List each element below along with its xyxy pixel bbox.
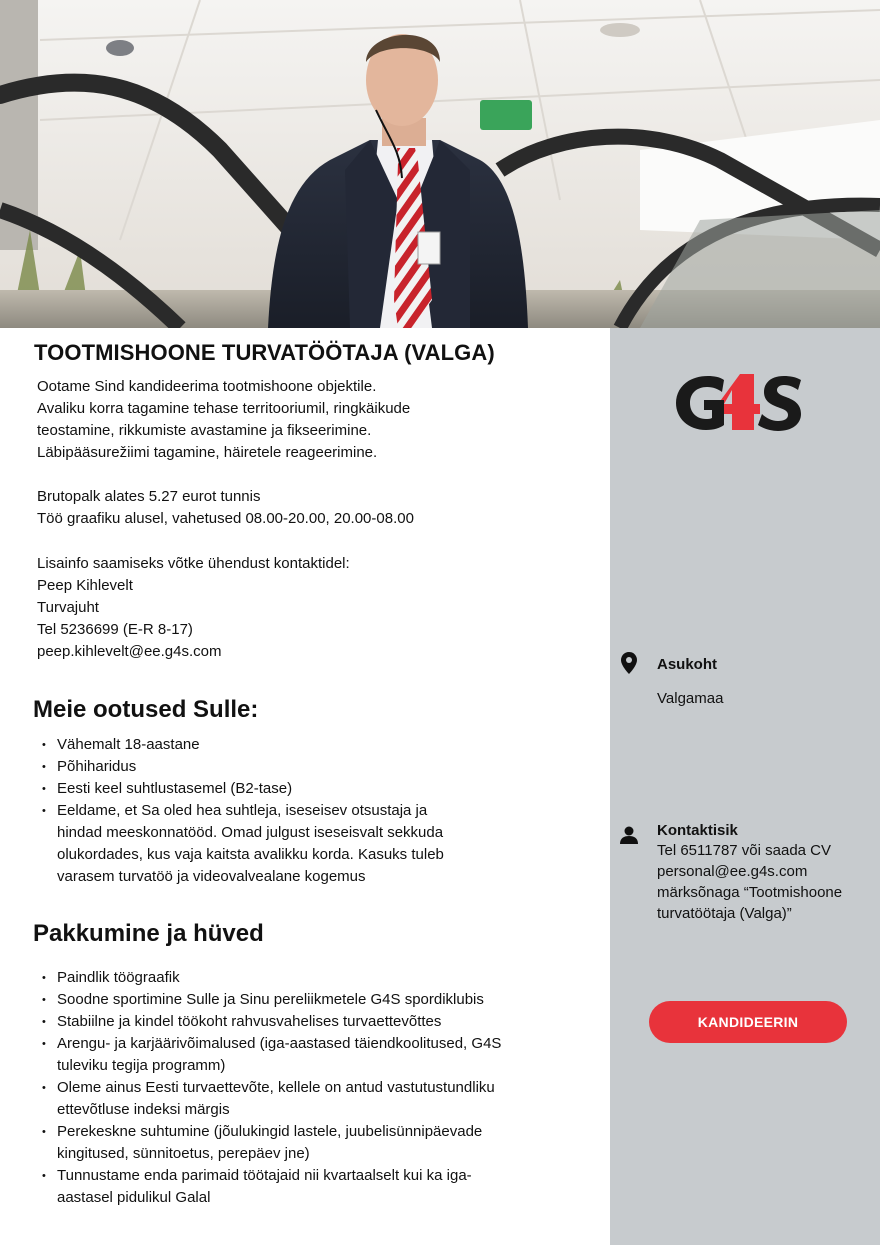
security-guard-photo bbox=[0, 0, 880, 328]
contact-email[interactable]: peep.kihlevelt@ee.g4s.com bbox=[37, 643, 222, 660]
contact-details bbox=[657, 840, 842, 924]
intro-line: Ootame Sind kandideerima tootmishoone objektile. bbox=[37, 378, 377, 395]
contact-email[interactable]: personal@ee.g4s.com bbox=[657, 863, 808, 880]
list-item: • Perekeskne suhtumine (jõulukingid lastele, juubelisünnipäevade kingitused, sünnitoetus, perepäev jne) bbox=[57, 1121, 501, 1165]
pay-info bbox=[37, 486, 414, 530]
contact-line: Tel 6511787 või saada CV bbox=[657, 842, 832, 859]
intro-line: Avaliku korra tagamine tehase territooriumil, ringkäikude bbox=[37, 400, 411, 417]
intro-line: teostamine, rikkumiste avastamine ja fikseerimine. bbox=[37, 422, 372, 439]
expectations-list bbox=[57, 734, 444, 888]
contact-label: Kontaktisik bbox=[657, 822, 738, 839]
hero-photo bbox=[0, 0, 880, 328]
contact-phone: Tel 5236699 (E-R 8-17) bbox=[37, 621, 193, 638]
contact-name: Peep Kihlevelt bbox=[37, 577, 133, 594]
contact-line: märksõnaga “Tootmishoone bbox=[657, 884, 843, 901]
apply-button[interactable]: KANDIDEERIN bbox=[649, 1001, 847, 1043]
list-item: • Põhiharidus bbox=[57, 756, 444, 778]
person-icon bbox=[620, 824, 638, 846]
list-item: • Paindlik töögraafik bbox=[57, 967, 501, 989]
map-pin-icon bbox=[620, 652, 638, 674]
location-value: Valgamaa bbox=[657, 690, 724, 707]
job-intro bbox=[37, 376, 410, 464]
expectations-heading: Meie ootused Sulle: bbox=[33, 696, 259, 723]
list-item: • Oleme ainus Eesti turvaettevõte, kellele on antud vastutustundliku ettevõtluse indeksi märgis bbox=[57, 1077, 501, 1121]
list-item: • Eesti keel suhtlustasemel (B2-tase) bbox=[57, 778, 444, 800]
benefits-heading: Pakkumine ja hüved bbox=[33, 920, 264, 947]
sidebar bbox=[610, 328, 880, 1245]
pay-line: Töö graafiku alusel, vahetused 08.00-20.00, 20.00-08.00 bbox=[37, 510, 414, 527]
contact-line: Lisainfo saamiseks võtke ühendust kontaktidel: bbox=[37, 555, 350, 572]
intro-line: Läbipääsurežiimi tagamine, häiretele reageerimine. bbox=[37, 444, 378, 461]
contact-line: turvatöötaja (Valga)” bbox=[657, 905, 792, 922]
list-item: • Stabiilne ja kindel töökoht rahvusvahelises turvaettevõttes bbox=[57, 1011, 501, 1033]
list-item: • Arengu- ja karjäärivõimalused (iga-aastased täiendkoolitused, G4S tuleviku tegija programm) bbox=[57, 1033, 501, 1077]
contact-role: Turvajuht bbox=[37, 599, 99, 616]
location-label: Asukoht bbox=[657, 656, 717, 673]
pay-line: Brutopalk alates 5.27 eurot tunnis bbox=[37, 488, 261, 505]
list-item: • Soodne sportimine Sulle ja Sinu pereliikmetele G4S spordiklubis bbox=[57, 989, 501, 1011]
list-item: • Tunnustame enda parimaid töötajaid nii kvartaalselt kui ka iga- aastasel pidulikul Galal bbox=[57, 1165, 501, 1209]
contact-info bbox=[37, 553, 350, 663]
g4s-logo bbox=[674, 368, 802, 434]
job-title: TOOTMISHOONE TURVATÖÖTAJA (VALGA) bbox=[34, 340, 495, 365]
benefits-list bbox=[57, 967, 501, 1209]
list-item: • Vähemalt 18-aastane bbox=[57, 734, 444, 756]
list-item: • Eeldame, et Sa oled hea suhtleja, iseseisev otsustaja ja hindad meeskonnatööd. Omad julgust iseseisvalt sekkuda olukordades, kus vaja kaitsta avalikku korda. Kasuks tuleb varasem turvatöö ja videovalvealane kogemus bbox=[57, 800, 444, 888]
